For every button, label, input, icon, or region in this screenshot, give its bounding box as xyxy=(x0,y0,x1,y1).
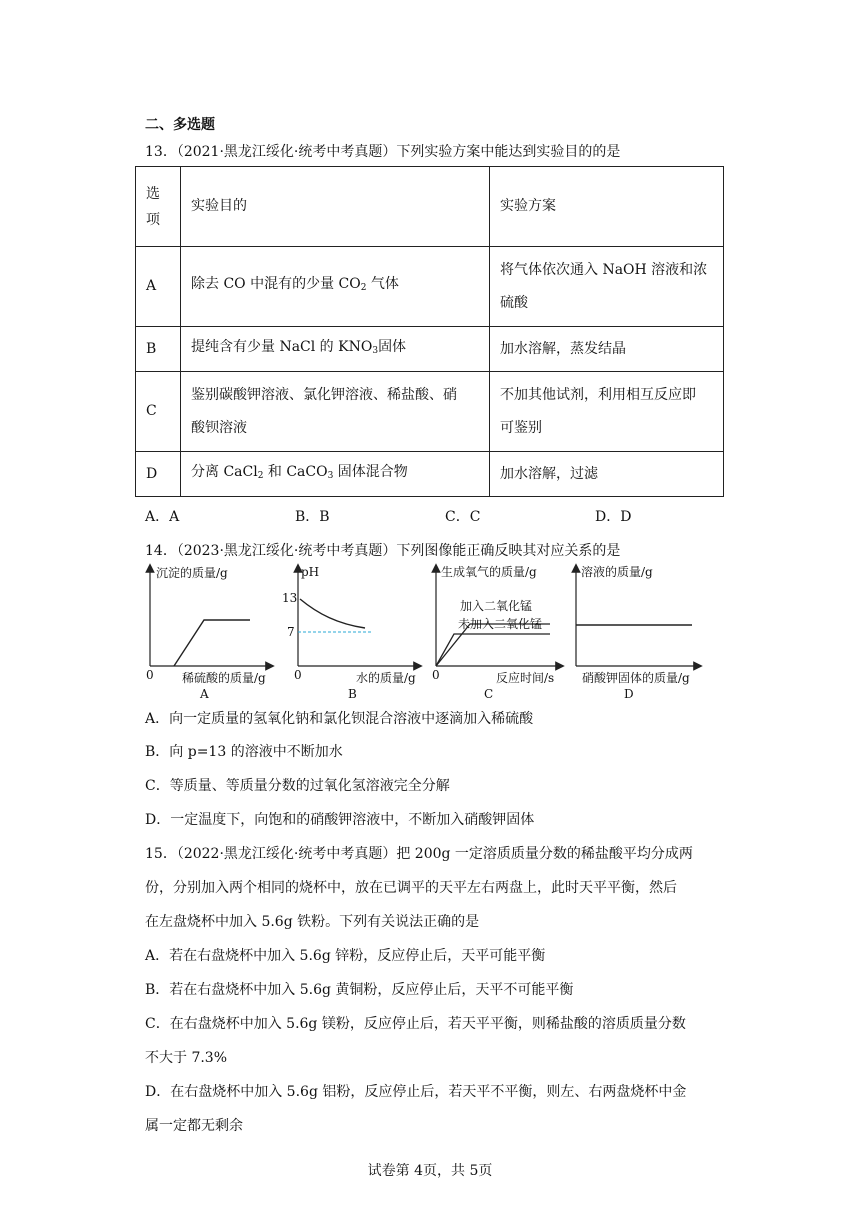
choice-d: D．D xyxy=(595,509,632,525)
row-plan: 加水溶解，蒸发结晶 xyxy=(490,327,724,372)
graph-d-ylabel: 溶液的质量/g xyxy=(581,565,653,579)
graph-b-origin: 0 xyxy=(294,668,302,682)
table-row xyxy=(136,452,724,497)
row-option: D xyxy=(136,452,181,497)
table-header-row xyxy=(136,167,724,247)
graph-d xyxy=(576,564,698,701)
row-goal: 提纯含有少量 NaCl 的 $KNO_3$固体 xyxy=(181,327,490,372)
table-row xyxy=(136,327,724,372)
graph-b-tick-7: 7 xyxy=(287,625,295,639)
row-goal: 除去 CO 中混有的少量 $CO_2$ 气体 xyxy=(181,247,490,327)
graph-a-xlabel: 稀硫酸的质量/g xyxy=(182,671,266,685)
q14-option-c: C．等质量、等质量分数的过氧化氢溶液完全分解 xyxy=(145,778,450,794)
q14-option-d: D．一定温度下，向饱和的硝酸钾溶液中，不断加入硝酸钾固体 xyxy=(145,812,535,828)
graph-a-origin: 0 xyxy=(146,668,154,682)
row-plan: 将气体依次通入 NaOH 溶液和浓 硫酸 xyxy=(490,247,724,327)
question-13-table xyxy=(135,166,724,497)
choice-b: B．B xyxy=(295,509,330,525)
choice-c: C．C xyxy=(445,509,481,525)
graph-c-label-without: 未加入二氧化锰 xyxy=(458,617,543,631)
graph-a-ylabel: 沉淀的质量/g xyxy=(156,566,228,580)
row-option: B xyxy=(136,327,181,372)
graph-c-curve-with xyxy=(436,634,550,666)
graph-d-xlabel: 硝酸钾固体的质量/g xyxy=(582,671,690,685)
q15-option-c: C．在右盘烧杯中加入 5.6g 镁粉，反应停止后，若天平平衡，则稀盐酸的溶质质量分数 xyxy=(145,1016,686,1032)
graph-b-tick-13: 13 xyxy=(282,591,298,605)
header-option: 选 项 xyxy=(136,167,181,247)
graph-b xyxy=(282,565,418,701)
q15-option-d: D．在右盘烧杯中加入 5.6g 铝粉，反应停止后，若天平不平衡，则左、右两盘烧杯中金 xyxy=(145,1084,687,1100)
row-goal: 鉴别碳酸钾溶液、氯化钾溶液、稀盐酸、硝 酸钡溶液 xyxy=(181,372,490,452)
graph-c-origin: 0 xyxy=(432,668,440,682)
row-plan: 不加其他试剂，利用相互反应即 可鉴别 xyxy=(490,372,724,452)
graph-c-ylabel: 生成氧气的质量/g xyxy=(441,565,537,579)
graph-c-label-with: 加入二氧化锰 xyxy=(460,599,533,613)
q14-option-a: A．向一定质量的氢氧化钠和氯化钡混合溶液中逐滴加入稀硫酸 xyxy=(145,711,534,727)
question-14-graphs xyxy=(140,562,720,702)
page-footer: 试卷第 4页，共 5页 xyxy=(367,1163,493,1179)
q15-option-d-cont: 属一定都无剩余 xyxy=(145,1118,243,1134)
q15-option-c-cont: 不大于 7.3% xyxy=(145,1050,228,1066)
graph-b-xlabel: 水的质量/g xyxy=(356,671,416,685)
graph-c xyxy=(432,564,560,701)
header-goal: 实验目的 xyxy=(181,167,490,247)
graph-a-tag: A xyxy=(200,687,209,701)
choice-a: A．A xyxy=(145,509,180,525)
graph-a-curve xyxy=(174,620,250,666)
question-15-stem-line3: 在左盘烧杯中加入 5.6g 铁粉。下列有关说法正确的是 xyxy=(145,914,480,930)
graph-d-tag: D xyxy=(624,687,634,701)
graph-b-curve xyxy=(300,599,365,628)
q15-option-a: A．若在右盘烧杯中加入 5.6g 锌粉，反应停止后，天平可能平衡 xyxy=(145,948,546,964)
table-row xyxy=(136,247,724,327)
table-row xyxy=(136,372,724,452)
question-15-stem-line1: 15．（2022·黑龙江绥化·统考中考真题）把 200g 一定溶质质量分数的稀盐酸平均分成两 xyxy=(145,846,693,862)
graph-b-tag: B xyxy=(348,687,357,701)
q14-option-b: B．向 p=13 的溶液中不断加水 xyxy=(145,744,343,760)
graph-a xyxy=(146,565,270,701)
header-plan: 实验方案 xyxy=(490,167,724,247)
graph-c-tag: C xyxy=(484,687,494,701)
row-option: A xyxy=(136,247,181,327)
question-15-stem-line2: 份，分别加入两个相同的烧杯中，放在已调平的天平左右两盘上，此时天平平衡，然后 xyxy=(145,880,677,896)
row-plan: 加水溶解，过滤 xyxy=(490,452,724,497)
graph-c-xlabel: 反应时间/s xyxy=(496,671,555,685)
graph-b-ylabel: pH xyxy=(301,565,320,579)
q15-option-b: B．若在右盘烧杯中加入 5.6g 黄铜粉，反应停止后，天平不可能平衡 xyxy=(145,982,574,998)
section-title: 二、多选题 xyxy=(145,117,215,133)
row-option: C xyxy=(136,372,181,452)
question-13-stem: 13．（2021·黑龙江绥化·统考中考真题）下列实验方案中能达到实验目的的是 xyxy=(145,144,621,160)
row-goal: 分离 CaCl$_2$ 和 CaCO$_3$ 固体混合物 xyxy=(181,452,490,497)
question-14-stem: 14．（2023·黑龙江绥化·统考中考真题）下列图像能正确反映其对应关系的是 xyxy=(145,543,621,559)
